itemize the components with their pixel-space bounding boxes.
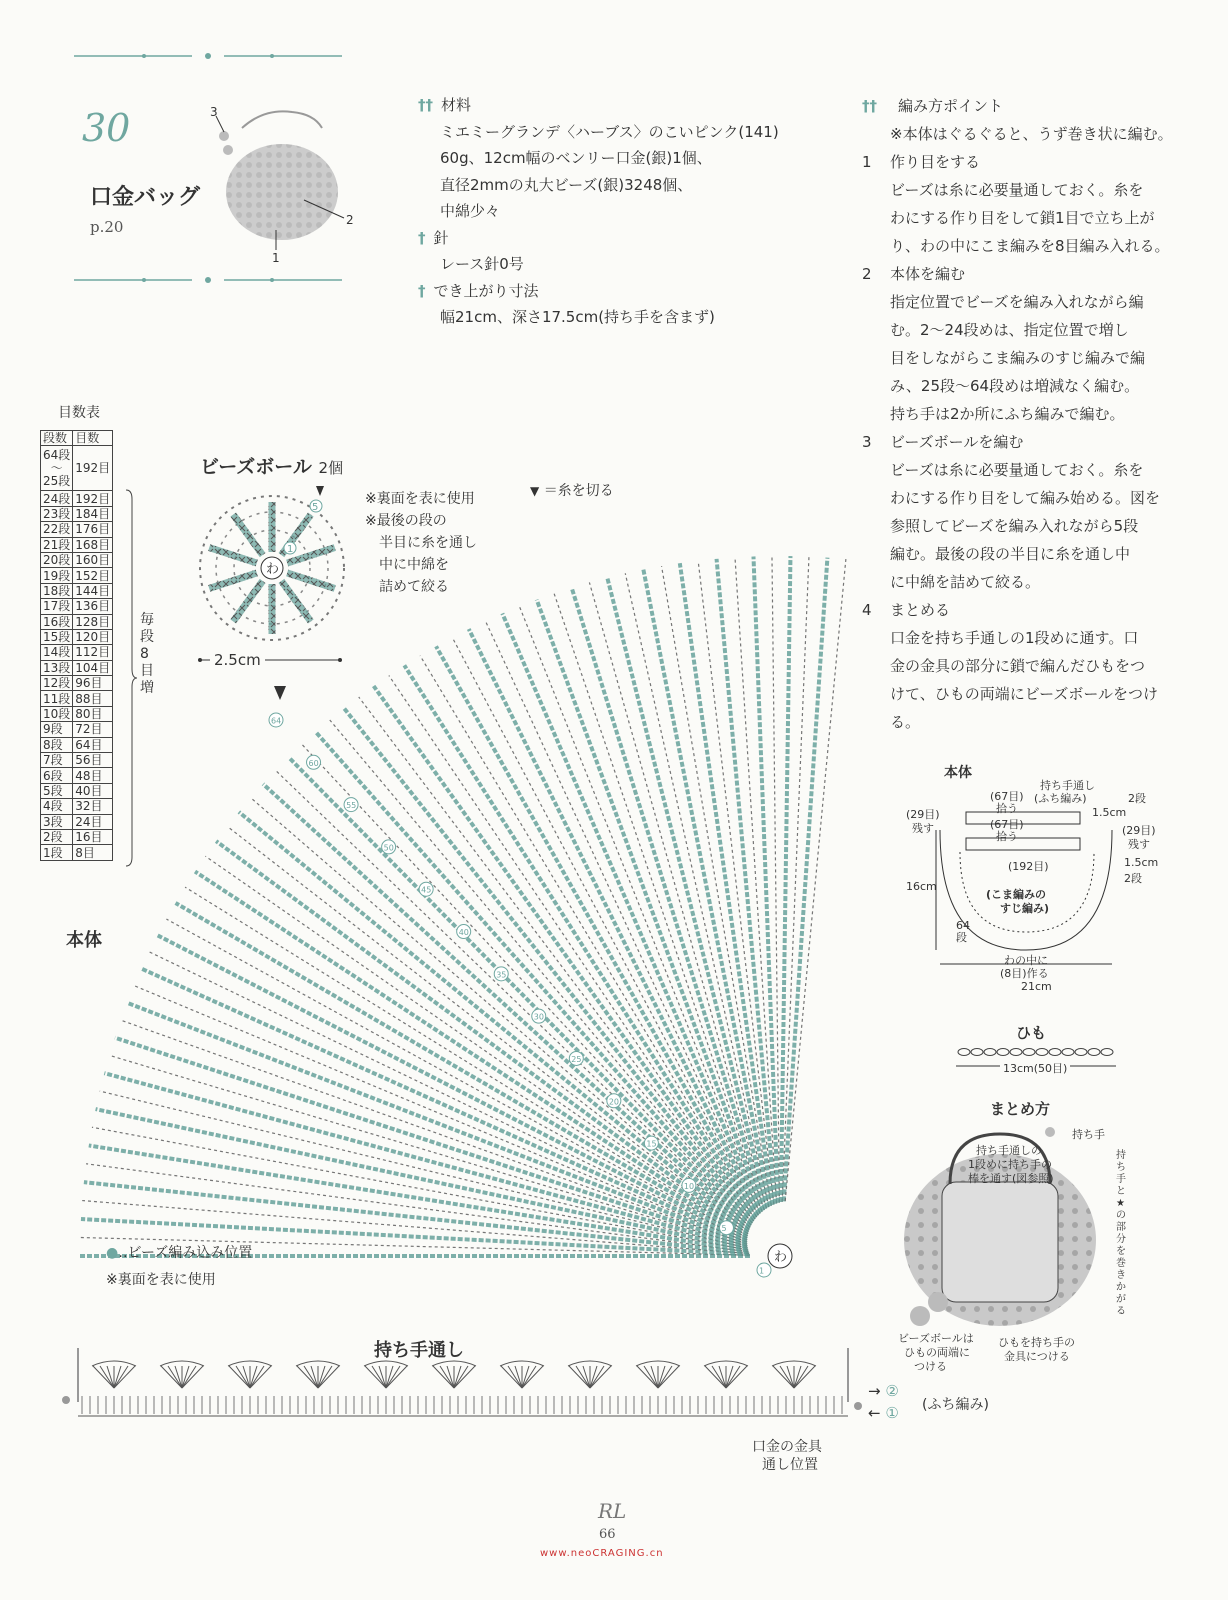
fan-stitch xyxy=(100,1366,114,1388)
assembly-handle: 持ち手 xyxy=(1072,1128,1105,1141)
dagger-icon: †† xyxy=(862,97,877,115)
fan-stitch xyxy=(454,1366,468,1388)
stitch-row-line xyxy=(519,606,762,1211)
step-line: わにする作り目をして鎖1目で立ち上が xyxy=(890,209,1155,227)
fan-top xyxy=(500,1361,544,1366)
fan-top xyxy=(704,1361,748,1366)
diagram-pick-up: 拾う xyxy=(996,830,1018,843)
materials-line: 直径2mmの丸大ビーズ(銀)3248個、 xyxy=(440,175,693,194)
table-cell: 8目 xyxy=(73,845,113,860)
table-cell: 11段 xyxy=(41,691,73,706)
table-cell: 168目 xyxy=(73,537,113,552)
diagram-pick-up: 拾う xyxy=(996,802,1018,815)
chart-center-label: わ xyxy=(774,1250,788,1265)
needle-line: レース針0号 xyxy=(440,255,524,273)
table-cell: 10段 xyxy=(41,706,73,721)
step-number: 2 xyxy=(862,265,872,283)
page-reference: p.20 xyxy=(90,218,124,236)
page-number: 66 xyxy=(599,1527,616,1542)
handle-chart-title: 持ち手通し xyxy=(374,1340,464,1361)
table-cell: 21段 xyxy=(41,537,73,552)
table-cell: 48目 xyxy=(73,768,113,783)
step-number: 1 xyxy=(862,153,872,171)
diagram-height: 16cm xyxy=(906,880,937,893)
dagger-icon: †† xyxy=(418,96,433,114)
step-line: り、わの中にこま編みを8目編み入れる。 xyxy=(890,237,1170,255)
table-cell: 17段 xyxy=(41,599,73,614)
chain-stitch xyxy=(1010,1049,1022,1056)
chain-stitch xyxy=(1075,1049,1087,1056)
diagram-stitch-type: (こま編みの xyxy=(986,888,1047,901)
step-line: ビーズは糸に必要量通しておく。糸を xyxy=(890,461,1144,479)
assembly-ball-note: ひもの両端に xyxy=(904,1346,970,1359)
round-label: 55 xyxy=(346,801,357,811)
fan-stitch xyxy=(658,1366,672,1388)
fan-top xyxy=(296,1361,340,1366)
table-cell: 14段 xyxy=(41,645,73,660)
stitch-row-line xyxy=(227,826,748,1234)
step-line: 金の金具の部分に鎖で編んだひもをつ xyxy=(890,657,1146,675)
bead-row-line xyxy=(404,665,755,1218)
assembly-note: 棒を通す(図参照) xyxy=(968,1172,1054,1185)
table-cell: 96目 xyxy=(73,676,113,691)
chain-stitch xyxy=(984,1049,996,1056)
bag-photo xyxy=(204,100,364,265)
chain-stitch xyxy=(1088,1049,1100,1056)
bead-dot-icon: ● xyxy=(106,1245,119,1261)
table-cell: 8段 xyxy=(41,737,73,752)
bead-ball-title: ビーズボール xyxy=(200,456,312,478)
table-cell: 7段 xyxy=(41,753,73,768)
header-ornament-top xyxy=(74,50,342,62)
table-header: 段数 xyxy=(41,431,73,446)
step-line: る。 xyxy=(890,713,921,731)
materials-heading: 材料 xyxy=(441,96,472,114)
table-cell: 22段 xyxy=(41,522,73,537)
step-line: む。2～24段めは、指定位置で増し xyxy=(890,321,1129,339)
table-cell: 15段 xyxy=(41,629,73,644)
points-heading: 編み方ポイント xyxy=(898,97,1004,115)
bead-ball-note: 詰めて絞る xyxy=(379,579,449,595)
fan-stitch xyxy=(236,1366,250,1388)
stitch-row-line xyxy=(785,559,846,1201)
round-label: 10 xyxy=(683,1181,695,1191)
fan-stitch xyxy=(576,1366,590,1388)
step-line: 口金を持ち手通しの1段めに通す。口 xyxy=(890,629,1139,647)
handle-row-1: ① xyxy=(885,1404,899,1422)
table-cell: 64目 xyxy=(73,737,113,752)
round-label: 40 xyxy=(458,928,469,938)
table-cell: 88目 xyxy=(73,691,113,706)
fan-top xyxy=(92,1361,136,1366)
table-cell: 4段 xyxy=(41,799,73,814)
points-note: ※本体はぐるぐると、うず巻き状に編む。 xyxy=(890,125,1173,143)
table-cell: 6段 xyxy=(41,768,73,783)
table-cell: 192目 xyxy=(73,446,113,491)
dagger-icon: † xyxy=(418,281,426,300)
diagram-rows-2: 2段 xyxy=(1124,872,1142,885)
fan-stitch xyxy=(644,1366,658,1388)
table-cell: 1段 xyxy=(41,845,73,860)
body-stitch-chart xyxy=(40,500,850,1300)
fan-stitch xyxy=(794,1366,808,1388)
table-cell: 16段 xyxy=(41,614,73,629)
legend-reverse-note: ※裏面を表に使用 xyxy=(106,1272,216,1288)
table-cell: 136目 xyxy=(73,599,113,614)
cut-mark-icon: ▼ xyxy=(530,484,540,498)
assembly-cord-note: ひもを持ち手の xyxy=(998,1336,1075,1349)
step-number: 4 xyxy=(862,601,872,619)
table-cell: 18段 xyxy=(41,583,73,598)
table-cell: 192目 xyxy=(73,491,113,506)
assembly-ball-note: つける xyxy=(914,1360,947,1373)
table-cell: 176目 xyxy=(73,522,113,537)
chain-stitch xyxy=(971,1049,983,1056)
table-cell: 128目 xyxy=(73,614,113,629)
fan-stitch xyxy=(780,1366,794,1388)
table-cell: 120目 xyxy=(73,629,113,644)
step-line: み、25段～64段めは増減なく編む。 xyxy=(890,377,1140,395)
size-heading: でき上がり寸法 xyxy=(433,281,539,300)
round-label: 45 xyxy=(421,885,432,895)
fan-stitch xyxy=(168,1366,182,1388)
bead-row-line xyxy=(781,556,791,1202)
bead-row-line xyxy=(142,969,747,1241)
assembly-cord-note: 金具につける xyxy=(1004,1350,1070,1363)
materials-line: ミエミーグランデ〈ハーブス〉のこいピンク(141) xyxy=(440,122,779,141)
table-cell: 3段 xyxy=(41,814,73,829)
step-title: まとめる xyxy=(890,601,951,619)
chain-stitch xyxy=(1049,1049,1061,1056)
bead-ball-note: ※最後の段の xyxy=(365,513,447,529)
knitting-points xyxy=(862,92,1202,736)
assembly-note: 1段めに持ち手の xyxy=(968,1158,1052,1171)
round-label: 50 xyxy=(383,843,394,853)
cord-title: ひも xyxy=(1016,1024,1047,1042)
round-label: 5 xyxy=(721,1224,727,1234)
table-cell: 32目 xyxy=(73,799,113,814)
round-label: 60 xyxy=(308,758,319,768)
table-cell: 144目 xyxy=(73,583,113,598)
bead-ball-center: わ xyxy=(266,562,280,577)
fan-stitch xyxy=(522,1366,536,1388)
cut-note: ＝糸を切る xyxy=(543,483,614,499)
fan-top xyxy=(636,1361,680,1366)
chain-stitch xyxy=(1023,1049,1035,1056)
table-cell: 25段 xyxy=(43,473,71,488)
bead-ball-note: 中に中綿を xyxy=(379,557,449,573)
step-number: 3 xyxy=(862,433,872,451)
cut-mark-icon xyxy=(274,686,286,700)
table-cell: 13段 xyxy=(41,660,73,675)
cord-length: 13cm(50目) xyxy=(1000,1060,1070,1076)
fan-stitch xyxy=(318,1366,332,1388)
frame-note-1: 口金の金具 xyxy=(752,1439,822,1455)
bead-ball-note: 半目に糸を通し xyxy=(379,535,477,551)
chain-stitch xyxy=(997,1049,1009,1056)
round-label: 64 xyxy=(271,716,282,726)
table-cell: 152目 xyxy=(73,568,113,583)
table-cell: 56目 xyxy=(73,753,113,768)
chain-stitch xyxy=(1062,1049,1074,1056)
diagram-width: 21cm xyxy=(1018,980,1055,993)
table-cell: 112目 xyxy=(73,645,113,660)
table-cell: 23段 xyxy=(41,506,73,521)
step-line: わにする作り目をして編み始める。図を xyxy=(890,489,1161,507)
materials-line: 中綿少々 xyxy=(440,202,501,220)
fan-stitch xyxy=(182,1366,196,1388)
photo-label-1: 1 xyxy=(272,251,280,265)
bead-ball-round-1: 1 xyxy=(287,544,294,555)
step-title: 作り目をする xyxy=(890,153,981,171)
diagram-1-5cm: 1.5cm xyxy=(1124,856,1159,869)
handle-stitch-chart xyxy=(58,1342,878,1432)
fan-top xyxy=(568,1361,612,1366)
bead-ball-note: ※裏面を表に使用 xyxy=(365,491,475,507)
stitch-row-line xyxy=(698,561,774,1205)
table-cell: 160目 xyxy=(73,552,113,567)
table-header: 目数 xyxy=(73,431,113,446)
row-table-title: 目数表 xyxy=(58,405,100,421)
table-cell: 2段 xyxy=(41,829,73,844)
fan-stitch xyxy=(440,1366,454,1388)
diagram-rows-2: 2段 xyxy=(1128,792,1146,805)
fan-stitch xyxy=(508,1366,522,1388)
fan-stitch xyxy=(250,1366,264,1388)
diagram-stitch-type: すじ編み) xyxy=(1000,902,1050,915)
fan-stitch xyxy=(386,1366,400,1388)
table-cell: 184目 xyxy=(73,506,113,521)
diagram-top-stitches: (67目) xyxy=(990,790,1024,803)
step-title: 本体を編む xyxy=(890,265,966,283)
fan-top xyxy=(364,1361,408,1366)
step-title: ビーズボールを編む xyxy=(890,433,1024,451)
fan-stitch xyxy=(712,1366,726,1388)
table-cell: 80目 xyxy=(73,706,113,721)
svg-text:RL: RL xyxy=(598,1499,627,1523)
body-diagram-title: 本体 xyxy=(944,765,972,781)
table-cell: 40目 xyxy=(73,783,113,798)
diagram-right-rest: 残す xyxy=(1128,838,1150,851)
round-label: 15 xyxy=(646,1139,657,1149)
step-line: に中綿を詰めて絞る。 xyxy=(890,573,1041,591)
round-label: 35 xyxy=(496,970,507,980)
materials-block xyxy=(418,92,779,331)
body-chart-title: 本体 xyxy=(66,930,102,951)
round-label: 1 xyxy=(759,1266,765,1276)
fan-top xyxy=(432,1361,476,1366)
step-line: 持ち手は2か所にふち編みで編む。 xyxy=(890,405,1125,423)
bead-row-line xyxy=(127,1003,746,1243)
round-label: 30 xyxy=(533,1012,544,1022)
bead-row-line xyxy=(239,812,749,1230)
step-line: けて、ひもの両端にビーズボールをつけ xyxy=(890,685,1159,703)
step-line: 目をしながらこま編みのすじ編みで編 xyxy=(890,349,1146,367)
diagram-ring: わの中に xyxy=(1004,954,1048,967)
chain-stitch xyxy=(1101,1049,1113,1056)
watermark: www.neoCRAGING.cn xyxy=(540,1548,664,1559)
assembly-side-note: 持ち手と★の部分を巻きかがる xyxy=(1116,1150,1126,1317)
table-cell: 104目 xyxy=(73,660,113,675)
diagram-mid-stitches: (67目) xyxy=(990,818,1024,831)
step-line: 指定位置でビーズを編み入れながら編 xyxy=(890,293,1144,311)
round-label: 20 xyxy=(608,1097,620,1107)
assembly-title: まとめ方 xyxy=(990,1100,1051,1118)
chain-stitch xyxy=(958,1049,970,1056)
fan-stitch xyxy=(726,1366,740,1388)
table-cell: 〜 xyxy=(50,460,63,475)
table-cell: 5段 xyxy=(41,783,73,798)
table-cell: 72目 xyxy=(73,722,113,737)
fan-stitch xyxy=(372,1366,386,1388)
chart-legend xyxy=(106,1240,252,1294)
diagram-handle-label: 持ち手通し xyxy=(1040,779,1095,792)
diagram-right-rest: (29目) xyxy=(1122,824,1156,837)
materials-line: 60g、12cm幅のベンリー口金(銀)1個、 xyxy=(440,149,712,167)
step-line: 参照してビーズを編み入れながら5段 xyxy=(890,517,1139,535)
diagram-left-rest: 残す xyxy=(912,822,934,835)
fan-top xyxy=(228,1361,272,1366)
photo-label-3: 3 xyxy=(210,105,218,119)
table-cell: 64段 xyxy=(43,447,71,462)
stitch-row-line xyxy=(302,745,751,1225)
table-cell: 12段 xyxy=(41,676,73,691)
legend-bead-position: ‥ビーズ編み込み位置 xyxy=(118,1245,253,1261)
diagram-rows-64: 64段 xyxy=(956,919,970,944)
fan-stitch xyxy=(114,1366,128,1388)
bead-ball-width: 2.5cm xyxy=(210,651,265,669)
every-row-note: 毎段8目増 xyxy=(140,612,154,696)
diagram-ring: (8目)作る xyxy=(1000,967,1049,980)
bead-ball-count: 2個 xyxy=(318,459,344,477)
header-ornament-bottom xyxy=(74,274,342,286)
table-cell: 19段 xyxy=(41,568,73,583)
diagram-left-rest: (29目) xyxy=(906,808,940,821)
dagger-icon: † xyxy=(418,228,426,247)
fan-top xyxy=(160,1361,204,1366)
step-line: 編む。最後の段の半目に糸を通し中 xyxy=(890,545,1131,563)
handle-edge-note: (ふち編み) xyxy=(922,1397,989,1413)
table-cell: 24目 xyxy=(73,814,113,829)
diagram-edge-label: (ふち編み) xyxy=(1034,792,1087,805)
diagram-round-stitches: (192目) xyxy=(1008,860,1049,873)
bead-ball-round-5: 5 xyxy=(312,502,319,513)
diagram-1-5cm: 1.5cm xyxy=(1092,806,1127,819)
fan-stitch xyxy=(304,1366,318,1388)
table-row xyxy=(41,446,113,491)
frame-note-2: 通し位置 xyxy=(762,1457,818,1473)
table-header-row xyxy=(41,431,113,446)
photo-label-2: 2 xyxy=(346,213,354,227)
table-cell: 24段 xyxy=(41,491,73,506)
step-line: ビーズは糸に必要量通しておく。糸を xyxy=(890,181,1144,199)
handle-row-2: ② xyxy=(885,1382,899,1400)
round-label: 25 xyxy=(571,1054,582,1064)
rl-logo xyxy=(594,1496,634,1526)
pattern-name: 口金バッグ xyxy=(90,185,201,210)
stitch-row-line xyxy=(772,556,779,1202)
table-cell: 9段 xyxy=(41,722,73,737)
needle-heading: 針 xyxy=(433,228,449,247)
bead-row-line xyxy=(436,646,757,1216)
fan-top xyxy=(772,1361,816,1366)
pattern-number: 30 xyxy=(82,106,131,150)
chain-stitch xyxy=(1036,1049,1048,1056)
size-line: 幅21cm、深さ17.5cm(持ち手を含まず) xyxy=(440,308,715,326)
table-cell: 20段 xyxy=(41,552,73,567)
table-cell: 16目 xyxy=(73,829,113,844)
assembly-note: 持ち手通しの xyxy=(976,1144,1042,1157)
fan-stitch xyxy=(590,1366,604,1388)
assembly-ball-note: ビーズボールは xyxy=(898,1332,974,1345)
